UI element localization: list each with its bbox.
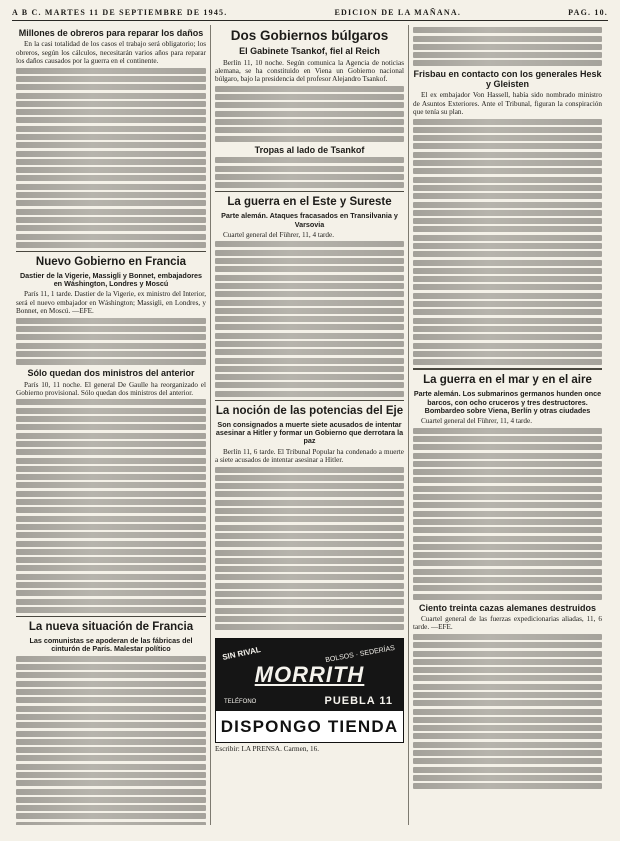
article-tropas-continued (215, 157, 404, 188)
headline-guerra-mar-aire: La guerra en el mar y en el aire (423, 374, 592, 387)
article-cazas-text: Cuartel general de las fuerzas expedicionarias aliadas, 11, 6 tarde. —EFE. (413, 615, 602, 632)
subhead-transilvania: Parte alemán. Ataques fracasados en Transilvania y Varsovia (221, 211, 398, 229)
article-condenados-text: Berlín 11, 6 tarde. El Tribunal Popular ha condenado a muerte a siete acusados de intentar asesinar a Hitler. (215, 447, 404, 464)
article-guerra-este-continued (215, 241, 404, 396)
headline-ministros: Sólo quedan dos ministros del anterior (27, 368, 195, 379)
article-guerra-este-text: Cuartel general del Führer, 11, 4 tarde. (223, 230, 335, 239)
ad-brand: MORRITH (254, 662, 365, 688)
headline-obreros: Millones de obreros para reparar los daños (18, 28, 204, 38)
ad-tagline-left: SIN RIVAL (221, 645, 262, 663)
article-bulgaros-continued (215, 86, 404, 142)
article-continued-top (413, 27, 602, 66)
article-ministros-continued (16, 399, 206, 612)
headline-nuevo-gobierno: Nuevo Gobierno en Francia (35, 255, 187, 268)
article-obreros-text: En la casi totalidad de los casos el trabajo será obligatorio; los obreros, según los cálculos, necesitarán varios años para reparar los daños causados por la guerra en el continente. (16, 40, 206, 66)
column-1 (12, 25, 210, 825)
article-cazas-continued (413, 634, 602, 789)
columns (12, 25, 608, 825)
column-3 (408, 25, 606, 825)
running-head-edition: EDICION DE LA MAÑANA. (334, 8, 462, 17)
article-embajadores-text: París 11, 1 tarde. Dastier de la Vigerie, ex ministro del Interior, será el nuevo embajador en Wáshington; Massigli, en Londres, y Bonnet, en Moscú. —EFE. (16, 290, 206, 316)
divider (413, 368, 602, 370)
ad-tagline-right: BOLSOS · SEDERÍAS (324, 645, 396, 665)
divider (16, 251, 206, 252)
divider (215, 400, 404, 401)
ad-contact-note: Escribir: LA PRENSA. Carmen, 16. (215, 745, 320, 754)
running-head (12, 6, 608, 21)
subhead-tropas-tsankof: Tropas al lado de Tsankof (254, 144, 365, 155)
headline-frisbau: Frisbau en contacto con los generales Hesk y Gleisten (413, 69, 602, 89)
article-embajadores-continued (16, 318, 206, 365)
ad-dispongo-tienda: DISPONGO TIENDA (220, 717, 399, 737)
running-head-date: A B C. MARTES 11 DE SEPTIEMBRE DE 1945. (12, 8, 228, 17)
article-mar-aire-text: Cuartel general del Führer, 11, 4 tarde. (421, 417, 533, 426)
article-frisbau-text: El ex embajador Von Hassell, había sido nombrado ministro de Asuntos Exteriores. Ante el Tribunal, figuran la conspiración que tenía su plan. (413, 91, 602, 116)
headline-potencias-eje: La noción de las potencias del Eje (215, 404, 404, 417)
headline-gobiernos-bulgaros: Dos Gobiernos búlgaros (230, 28, 389, 43)
ad-phone-label: TELÉFONO (224, 699, 257, 706)
article-frisbau-continued (413, 119, 602, 366)
article-obreros-continued (16, 68, 206, 248)
ad-phone: PUEBLA 11 (324, 695, 393, 708)
article-bulgaros-text: Berlín 11, 10 noche. Según comunica la Agencia de noticias alemana, se ha constituido en Viena un Gobierno nacional búlgaro, bajo la presidencia del profesor Alejandro Tsankof. (215, 58, 404, 84)
divider (215, 191, 404, 192)
column-2 (210, 25, 408, 825)
subhead-comunistas: Las comunistas se apoderan de las fábricas del cinturón de París. Malestar político (29, 635, 193, 654)
headline-situacion-francia: La nueva situación de Francia (28, 620, 194, 633)
subhead-submarinos: Parte alemán. Los submarinos germanos hunden once barcos, con ocho cruceros y tres destructores. Bombardeo sobre Viena, Berlín y otras ciudades (413, 389, 602, 415)
subhead-embajadores: Dastier de la Vigerie, Massigli y Bonnet, embajadores en Wáshington, Londres y Moscú (19, 270, 203, 289)
article-mar-aire-continued (413, 428, 602, 600)
subhead-condenados: Son consignados a muerte siete acusados de intentar asesinar a Hitler y formar un Gobierno que derrotara la paz (215, 419, 404, 446)
running-head-page: PAG. 10. (568, 8, 608, 17)
article-francia-continued (16, 656, 206, 825)
article-ministros-text: París 10, 11 noche. El general De Gaulle ha reorganizado el Gobierno provisional. Sólo quedan dos ministros del anterior. (16, 380, 206, 397)
article-condenados-continued (215, 467, 404, 631)
advertisement-morrith (215, 638, 404, 743)
divider (16, 616, 206, 617)
ad-banner (216, 639, 403, 711)
headline-cazas: Ciento treinta cazas alemanes destruidos (418, 602, 597, 613)
subhead-tsankof: El Gabinete Tsankof, fiel al Reich (239, 46, 380, 57)
headline-guerra-este: La guerra en el Este y Sureste (227, 196, 392, 209)
